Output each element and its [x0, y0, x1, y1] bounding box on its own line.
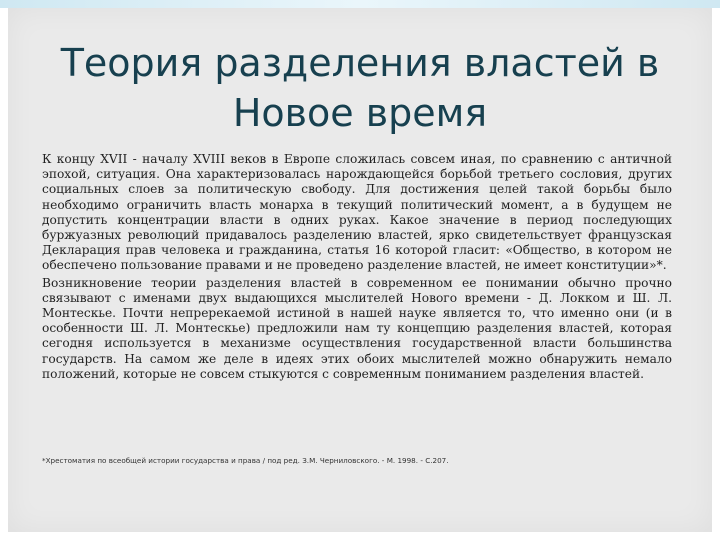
- top-accent-bar: [0, 0, 720, 8]
- body-paragraph-1: К концу XVII - началу XVIII веков в Европе сложилась совсем иная, по сравнению с античной эпохой, ситуация. Она характеризовалась нарождающейся борьбой третьего сословия, других социальных слоев за политическую свободу. Для достижения целей такой борьбы было необходимо ограничить власть монарха в текущий политический момент, а в будущем не допустить концентрации власти в одних руках. Какое значение в период последующих буржуазных революций придавалось разделению властей, ярко свидетельствует французская Декларация прав человека и гражданина, статья 16 которой гласит: «Общество, в котором не обеспечено пользование правами и не проведено разделение властей, не имеет конституции»*.: [42, 152, 672, 273]
- footnote: *Хрестоматия по всеобщей истории государства и права / под ред. З.М. Черниловского. - М. 1998. - С.207.: [42, 456, 449, 465]
- slide-title: [40, 38, 680, 138]
- body-paragraph-2: Возникновение теории разделения властей в современном ее понимании обычно прочно связывают с именами двух выдающихся мыслителей Нового времени - Д. Локком и Ш. Л. Монтескье. Почти непререкаемой истиной в нашей науке является то, что именно они (и в особенности Ш. Л. Монтескье) предложили нам ту концепцию разделения властей, которая сегодня используется в механизме осуществления государственной власти большинства государств. На самом же деле в идеях этих обоих мыслителей можно обнаружить немало положений, которые не совсем стыкуются с современным пониманием разделения властей.: [42, 275, 672, 381]
- title-line-2: Новое время: [232, 91, 488, 135]
- slide-body: [42, 152, 672, 384]
- title-line-1: Теория разделения властей в: [60, 41, 660, 85]
